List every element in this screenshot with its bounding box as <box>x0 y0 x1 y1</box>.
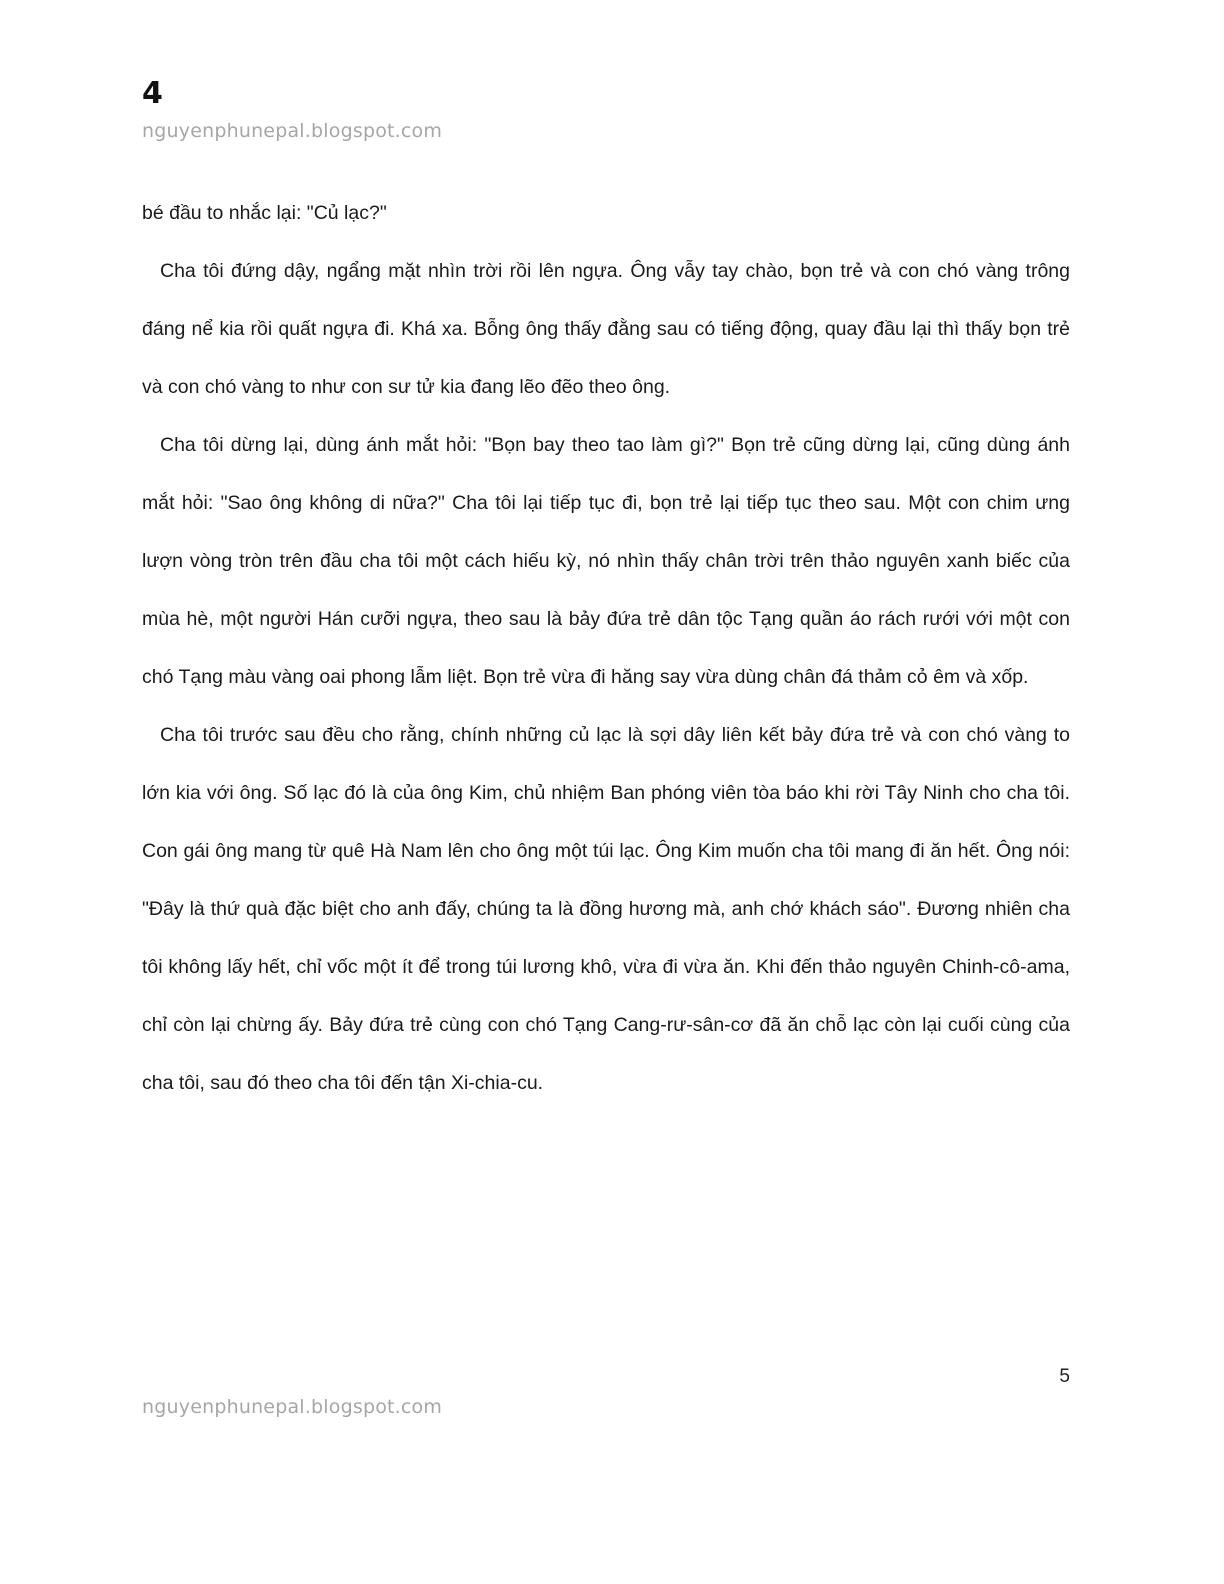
paragraph-3: Cha tôi dừng lại, dùng ánh mắt hỏi: "Bọn bay theo tao làm gì?" Bọn trẻ cũng dừng lại, cũng dùng ánh mắt hỏi: "Sao ông không di nữa?" Cha tôi lại tiếp tục đi, bọn trẻ lại tiếp tục theo sau. Một con chim ưng lượn vòng tròn trên đầu cha tôi một cách hiếu kỳ, nó nhìn thấy chân trời trên thảo nguyên xanh biếc của mùa hè, một người Hán cưỡi ngựa, theo sau là bảy đứa trẻ dân tộc Tạng quần áo rách rưới với một con chó Tạng màu vàng oai phong lẫm liệt. Bọn trẻ vừa đi hăng say vừa dùng chân đá thảm cỏ êm và xốp. <box>142 434 1070 688</box>
paragraph-4: Cha tôi trước sau đều cho rằng, chính những củ lạc là sợi dây liên kết bảy đứa trẻ và con chó vàng to lớn kia với ông. Số lạc đó là của ông Kim, chủ nhiệm Ban phóng viên tòa báo khi rời Tây Ninh cho cha tôi. Con gái ông mang từ quê Hà Nam lên cho ông một túi lạc. Ông Kim muốn cha tôi mang đi ăn hết. Ông nói: "Đây là thứ quà đặc biệt cho anh đấy, chúng ta là đồng hương mà, anh chớ khách sáo". Đương nhiên cha tôi không lấy hết, chỉ vốc một ít để trong túi lương khô, vừa đi vừa ăn. Khi đến thảo nguyên Chinh-cô-ama, chỉ còn lại chừng ấy. Bảy đứa trẻ cùng con chó Tạng Cang-rư-sân-cơ đã ăn chỗ lạc còn lại cuối cùng của cha tôi, sau đó theo cha tôi đến tận Xi-chia-cu. <box>142 724 1070 1094</box>
paragraph-2: Cha tôi đứng dậy, ngẩng mặt nhìn trời rồi lên ngựa. Ông vẫy tay chào, bọn trẻ và con chó vàng trông đáng nể kia rồi quất ngựa đi. Khá xa. Bỗng ông thấy đằng sau có tiếng động, quay đầu lại thì thấy bọn trẻ và con chó vàng to như con sư tử kia đang lẽo đẽo theo ông. <box>142 260 1070 398</box>
footer-site-url: nguyenphunepal.blogspot.com <box>142 1396 443 1418</box>
paragraph-1: bé đầu to nhắc lại: "Củ lạc?" <box>142 202 387 224</box>
header-site-url: nguyenphunepal.blogspot.com <box>142 120 443 142</box>
chapter-number: 4 <box>142 76 163 111</box>
page-number: 5 <box>1059 1366 1070 1387</box>
body-text <box>142 184 1070 1112</box>
